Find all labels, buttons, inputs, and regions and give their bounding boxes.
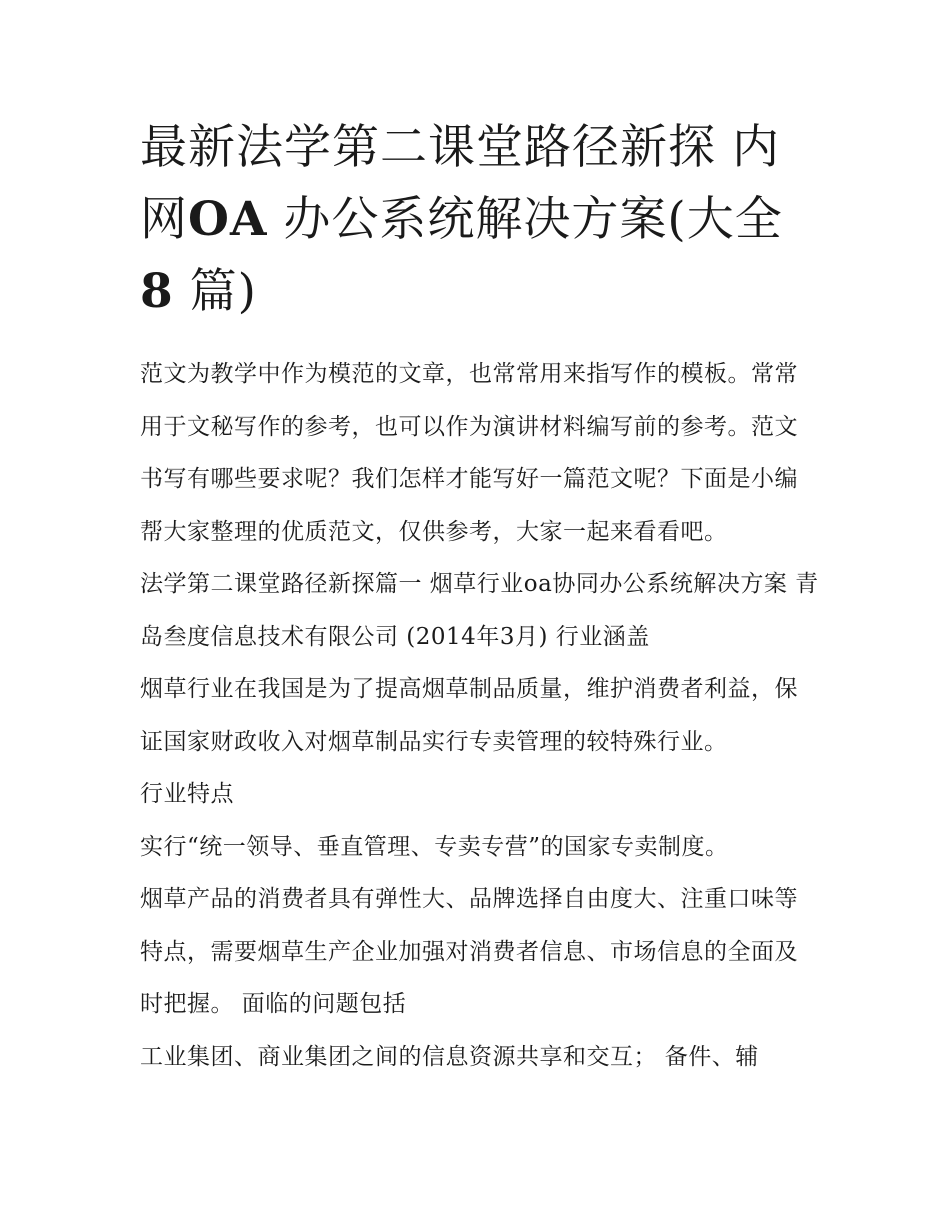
body-paragraph: 烟草行业在我国是为了提高烟草制品质量，维护消费者利益，保证国家财政收入对烟草制品实行专卖管理的较特殊行业。 xyxy=(140,676,798,755)
title-text-part-1: 最新法学第二课堂路径新探 内网 xyxy=(140,120,780,247)
section-heading-paragraph: 法学第二课堂路径新探篇一 烟草行业oa协同办公系统解决方案 青岛叁度信息技术有限公司 (2014年3月) 行业涵盖 xyxy=(140,571,819,650)
title-text-part-2: OA xyxy=(188,192,268,247)
document-title xyxy=(140,112,820,328)
body-paragraph: 烟草产品的消费者具有弹性大、品牌选择自由度大、注重口味等特点，需要烟草生产企业加强对消费者信息、市场信息的全面及时把握。 面临的问题包括 xyxy=(140,886,798,1017)
title-text-part-5: 篇) xyxy=(189,264,257,319)
body-paragraph: 实行“统一领导、垂直管理、专卖专营”的国家专卖制度。 xyxy=(140,833,729,860)
title-text-part-3: 办公系统解决方案(大全 xyxy=(283,192,783,247)
body-paragraph: 工业集团、商业集团之间的信息资源共享和交互； 备件、辅 xyxy=(140,1043,759,1070)
document-page xyxy=(140,112,820,1083)
title-text-part-4: 8 xyxy=(140,264,174,319)
intro-paragraph: 范文为教学中作为模范的文章，也常常用来指写作的模板。常常用于文秘写作的参考，也可以作为演讲材料编写前的参考。范文书写有哪些要求呢？我们怎样才能写好一篇范文呢？下面是小编帮大家整理的优质范文，仅供参考，大家一起来看看吧。 xyxy=(140,361,798,545)
subheading-paragraph: 行业特点 xyxy=(140,781,234,807)
